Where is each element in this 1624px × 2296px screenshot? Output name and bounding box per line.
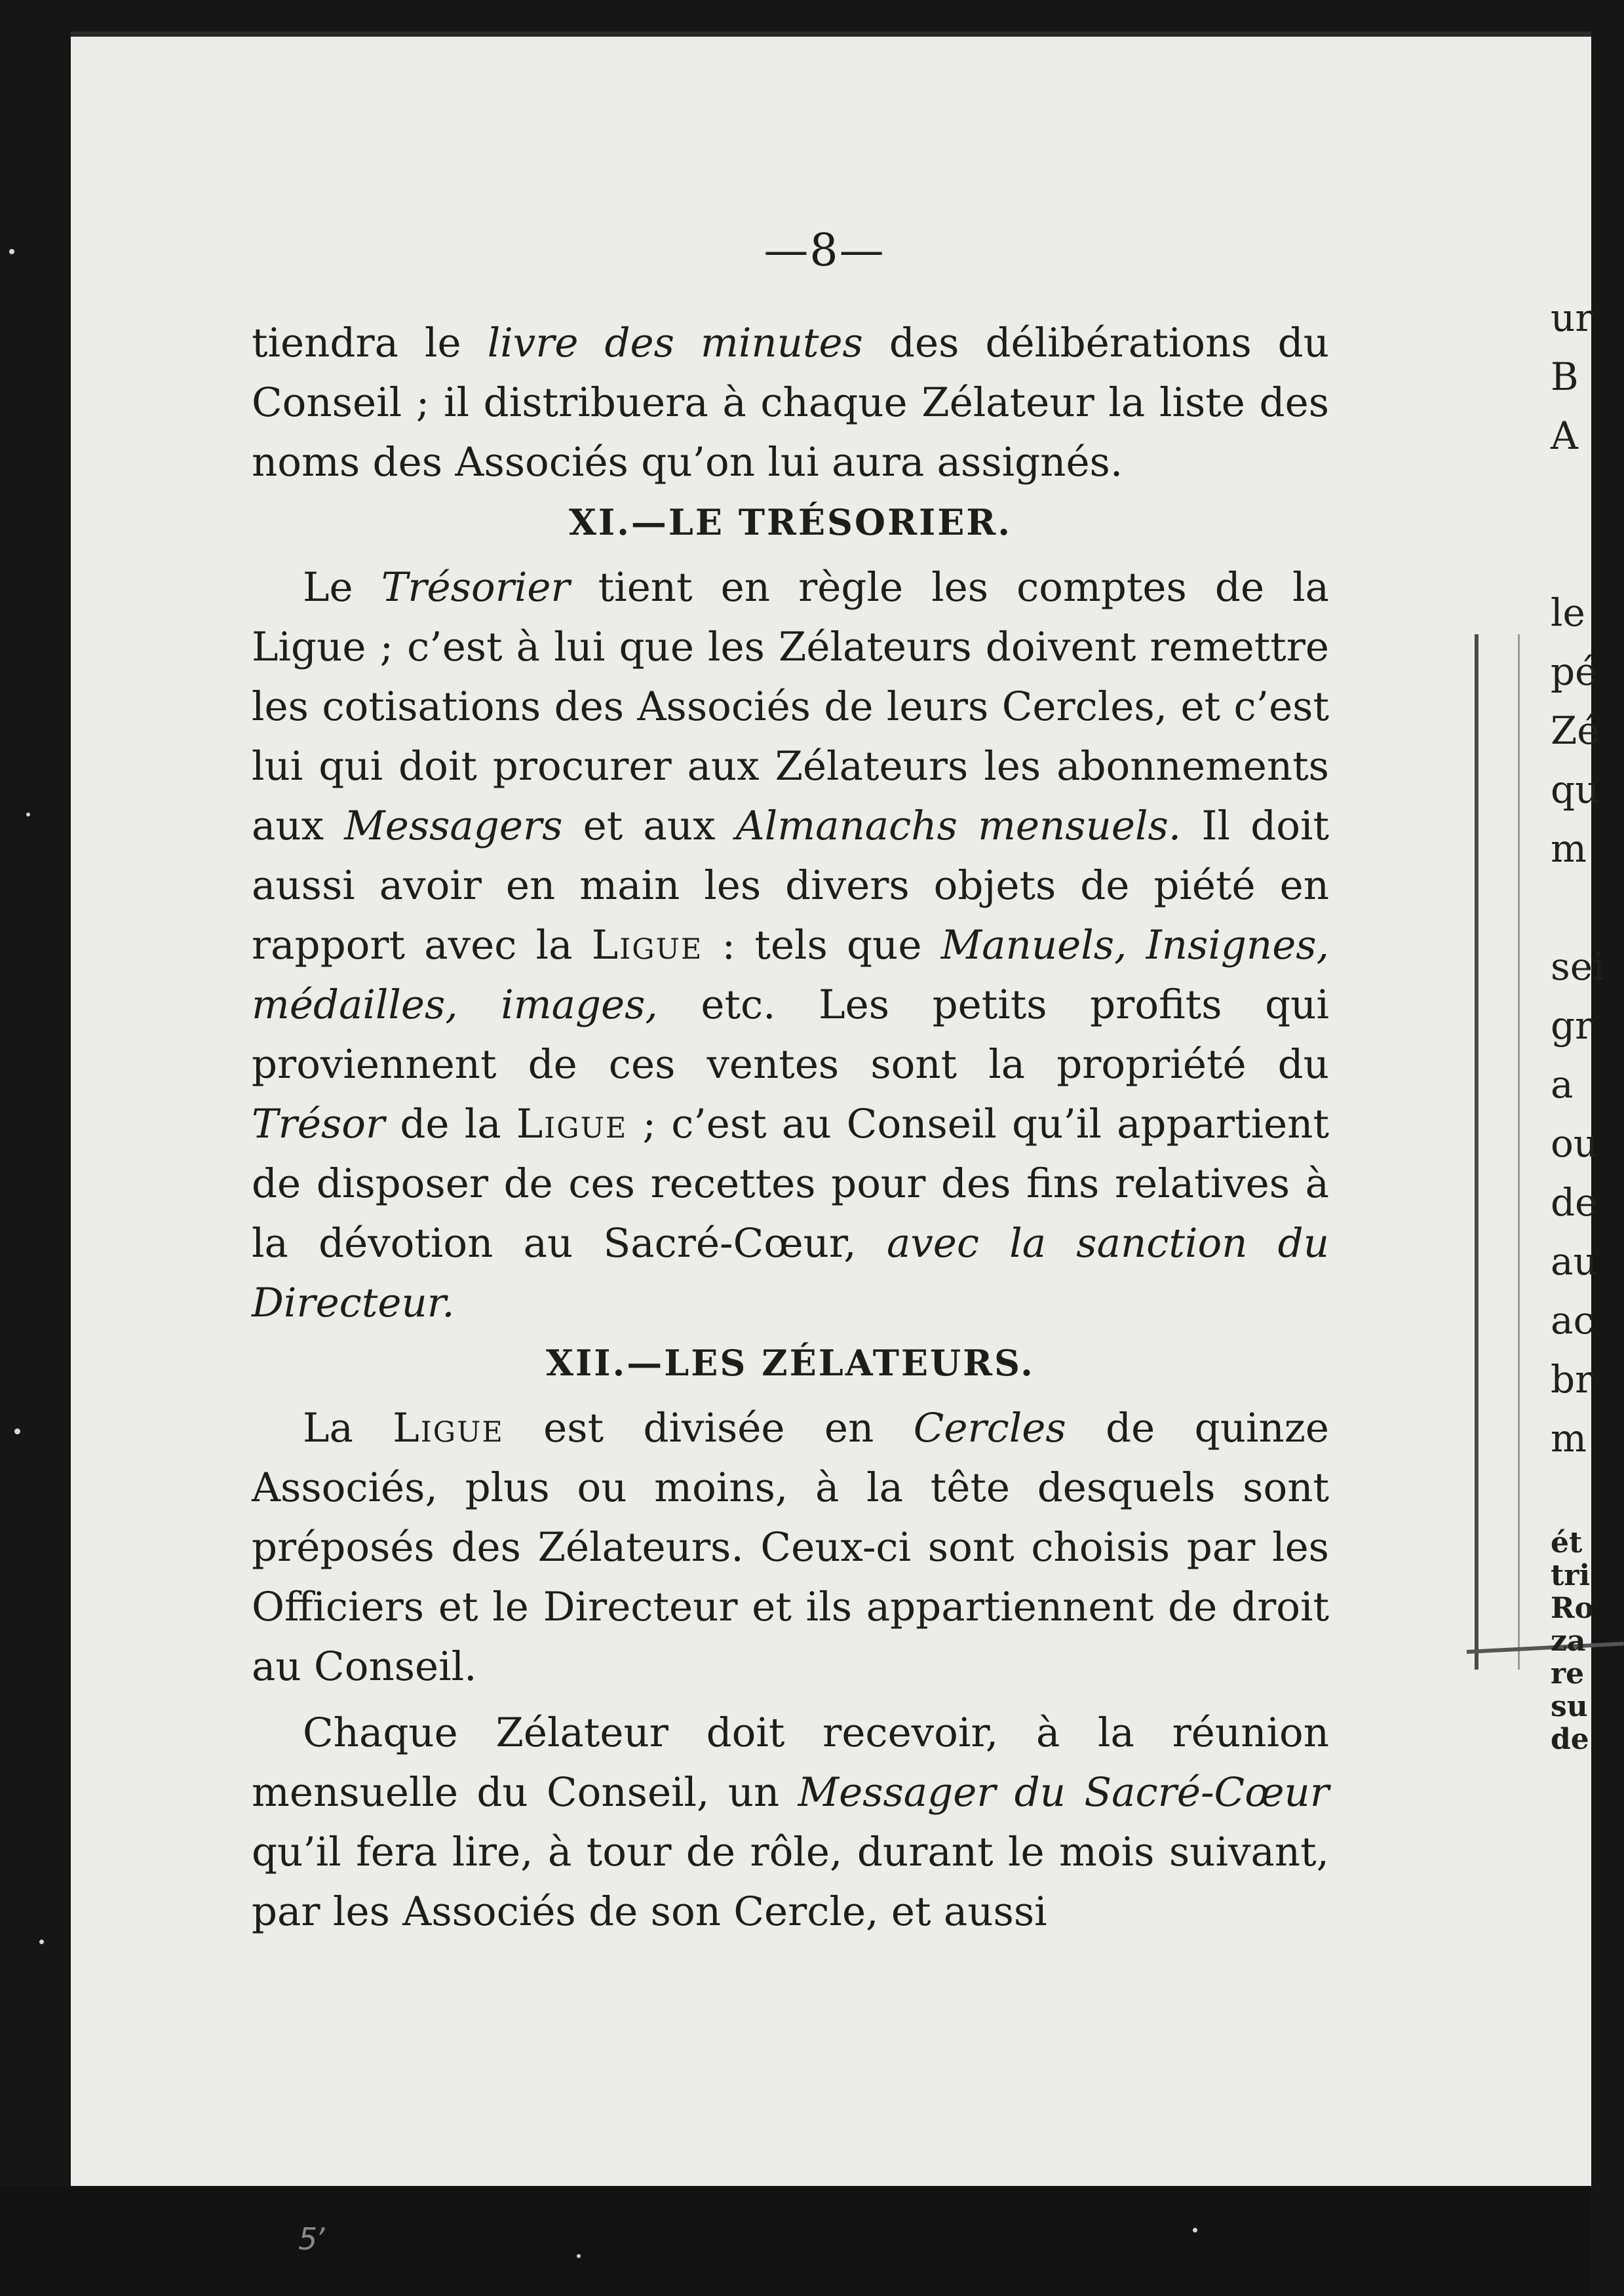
neighbor-line: qu	[1551, 767, 1600, 812]
neighbor-bold-line: ét	[1551, 1526, 1583, 1559]
italic-run: Trésor	[252, 1101, 385, 1147]
neighbor-line	[1551, 524, 1596, 583]
document-page	[71, 31, 1591, 2186]
italic-run: Almanachs mensuels.	[735, 803, 1182, 849]
italic-run: avec la sanction du Directeur.	[252, 1220, 1329, 1326]
neighbor-line: Zé	[1551, 708, 1600, 753]
text-run: tient en règle les comptes de la Ligue ; c’est à lui que les Zélateurs doivent remettre les cotisations des Associés de leurs Cercles, et c’est lui qui doit procurer aux Zélateurs les abonnements aux	[252, 564, 1329, 849]
neighbor-bold-line: za	[1551, 1624, 1586, 1658]
scan-speck	[577, 2254, 581, 2258]
neighbor-bold-line: re	[1551, 1657, 1585, 1691]
margin-mark: 5ʼ	[298, 2221, 327, 2257]
scan-speck	[14, 1428, 20, 1434]
paragraph-zelateurs	[252, 1398, 1329, 1696]
text-run: Le	[303, 564, 381, 611]
italic-run: Cercles	[913, 1405, 1066, 1451]
neighbor-line: gr	[1551, 1003, 1593, 1048]
text-run: ; c’est au Conseil qu’il appartient de disposer de ces recettes pour des fins relatives à la dévotion au Sacré-Cœur,	[252, 1101, 1329, 1267]
neighbor-line	[1551, 878, 1596, 937]
neighbor-gap	[1551, 1468, 1596, 1527]
neighbor-line: au	[1551, 1239, 1598, 1284]
neighbor-line: m	[1551, 826, 1587, 871]
page-number: —8—	[764, 225, 885, 277]
neighbor-bold-line: tri	[1551, 1559, 1591, 1592]
neighbor-line	[1551, 465, 1596, 524]
neighbor-line: br	[1551, 1357, 1593, 1402]
neighbor-line: de	[1551, 1180, 1598, 1225]
text-run: qu’il fera lire, à tour de rôle, durant le mois suivant, par les Associés de son Cercle, et aussi	[252, 1829, 1329, 1935]
neighbor-line: A	[1551, 413, 1578, 458]
text-run: et aux	[562, 803, 736, 849]
text-run: La	[303, 1405, 393, 1451]
scan-bottom-border	[0, 2186, 1591, 2296]
neighbor-page-edge	[1551, 288, 1605, 1756]
italic-run: Messagers	[344, 803, 563, 849]
paragraph-tresorier	[252, 558, 1329, 1333]
text-run: est divisée en	[503, 1405, 914, 1451]
neighbor-line: m	[1551, 1416, 1587, 1461]
neighbor-bold-line: su	[1551, 1690, 1588, 1723]
text-run: des délibérations du Conseil ; il distribuera à chaque Zélateur la liste des noms des Associés qu’on lui aura assignés.	[252, 320, 1330, 486]
paragraph-zelateur-messager	[252, 1703, 1329, 1942]
section-heading-zelateurs: XII.—LES ZÉLATEURS.	[546, 1342, 1035, 1384]
neighbor-line: ur	[1551, 296, 1594, 340]
neighbor-line: sei	[1551, 944, 1605, 989]
scan-speck	[26, 813, 30, 816]
neighbor-line: a	[1551, 1062, 1574, 1107]
smallcaps-run: Ligue	[591, 922, 703, 968]
neighbor-bold-line: Ro	[1551, 1592, 1594, 1625]
italic-run: Manuels, Insignes, médailles, images,	[252, 922, 1329, 1028]
neighbor-bold-line: de	[1551, 1723, 1589, 1756]
text-run: Il doit aussi avoir en main les divers objets de piété en rapport avec la	[252, 803, 1330, 968]
scan-speck	[1193, 2228, 1197, 2232]
text-run: de quinze Associés, plus ou moins, à la tête desquels sont préposés des Zélateurs. Ceux-ci sont choisis par les Officiers et le Directeur et ils appartiennent de droit au Conseil.	[252, 1405, 1330, 1690]
smallcaps-run: Ligue	[516, 1101, 628, 1147]
neighbor-line: ou	[1551, 1121, 1598, 1166]
text-run: de la	[385, 1101, 516, 1147]
text-run: tiendra le	[252, 320, 488, 366]
scan-border	[71, 31, 1591, 37]
neighbor-line: B	[1551, 354, 1579, 399]
neighbor-line: le	[1551, 590, 1585, 635]
text-run: : tels que	[703, 922, 941, 968]
smallcaps-run: Ligue	[393, 1405, 504, 1451]
text-run: etc. Les petits profits qui proviennent de ces ventes sont la propriété du	[252, 982, 1329, 1088]
text-run: Chaque Zélateur doit recevoir, à la réunion mensuelle du Conseil, un	[252, 1710, 1329, 1816]
scan-speck	[39, 1940, 44, 1944]
italic-run: livre des minutes	[487, 320, 863, 366]
neighbor-line: pé	[1551, 649, 1598, 694]
paragraph-continuation	[252, 313, 1329, 492]
italic-run: Trésorier	[381, 564, 570, 611]
italic-run: Messager du Sacré-Cœur	[798, 1769, 1329, 1816]
neighbor-line: ac	[1551, 1298, 1595, 1343]
scan-speck	[9, 249, 14, 254]
foldout-edge	[1475, 634, 1520, 1670]
body-text	[252, 313, 1329, 1942]
section-heading-tresorier: XI.—LE TRÉSORIER.	[568, 501, 1013, 543]
